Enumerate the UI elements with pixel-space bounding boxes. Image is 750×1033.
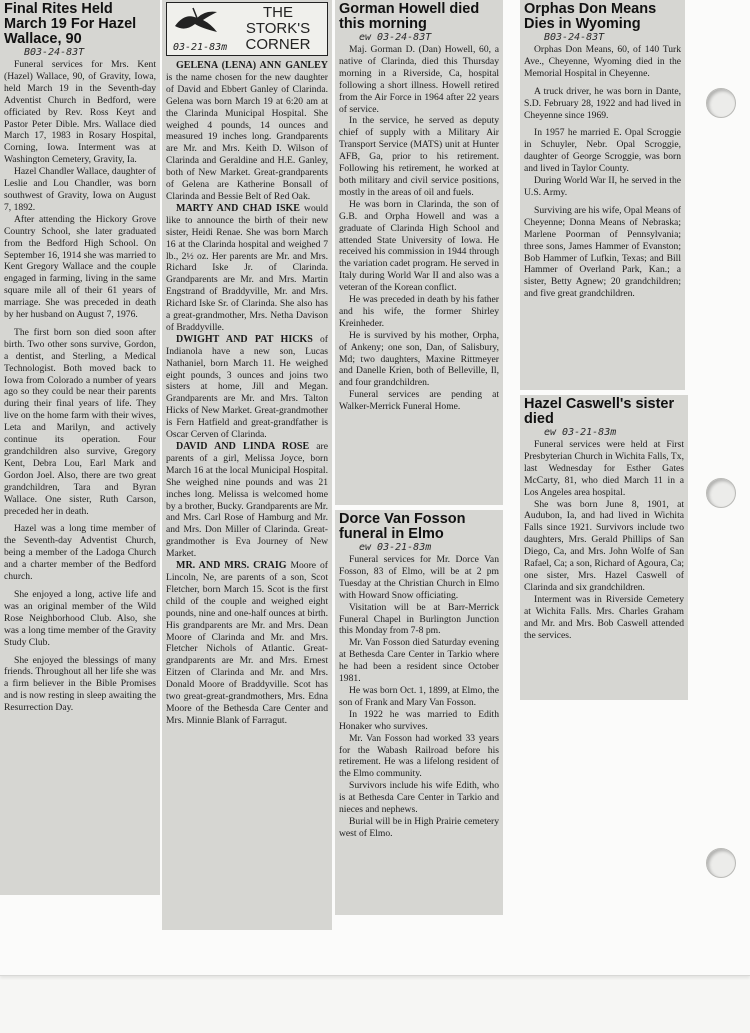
paragraph: In 1957 he married E. Opal Scroggie in Schuyler, Nebr. Opal Scroggie, daughter of George Scroggie, was born and lived in Taylor County. [524,127,681,175]
paragraph: In 1922 he was married to Edith Honaker who survives. [339,708,499,732]
headline-hazel-caswell-sister: Hazel Caswell's sister died [524,396,675,427]
binder-hole-bottom [706,848,736,878]
paragraph: The first born son died soon after birth. Two other sons survive, Gordon, a dentist, and Sterling, a Medical Technologist. Both moved back to Iowa from Colorado a number of years ago so they could be near their parents during their final years of life. They live on the home farm with their wives, Leta and Marilyn, and actively continue its operation. Four grandchildren also survive, Gregory Kent, Debra Lou, Earl Mark and Gordon Joel. Also, there are two great grandchildren, Tara and Byran Wallace. One sister, Ruth Carson, preceded her in death. [4,326,156,517]
paragraph: Visitation will be at Barr-Merrick Funeral Chapel in Burlington Junction this Monday from 7-8 pm. [339,601,499,637]
birth-entry [166,60,328,203]
clipping-dorce-van-fosson [335,510,503,915]
headline-gorman-howell: Gorman Howell died this morning [339,1,480,32]
article-body-gorman-howell [339,44,499,413]
birth-entry [166,560,328,727]
handwritten-date-note: ew 03-24-83T [359,32,432,43]
birth-entry [166,334,328,441]
birth-entry-text: would like to announce the birth of their new sister, Heidi Renae. She was born March 16 at the Clarinda hospital and weighed 7 lb., 2½ oz. Her parents are Mr. and Mrs. Richard Iske Jr. of Clarinda. Grandparents are Mr. and Mrs. Martin Engstrand of Braddyville, Mr. and Mrs. Richard Iske Sr. of Clarinda. She also has a great-grandmother, Mrs. Netha Davison of Braddyville. [166,202,328,333]
birth-entry-heading: GELENA (LENA) ANN GANLEY [176,60,328,71]
paragraph: She enjoyed the blessings of many friends. Throughout all her life she was a firm believer in the Bible Promises and is now resting in sleep awaiting the Resurrection Day. [4,654,156,714]
paragraph: Funeral services for Mrs. Kent (Hazel) Wallace, 90, of Gravity, Iowa, held March 19 in the Seventh-day Adventist Church in Bedford, were officiated by Rev. Ross Keyt and Pastor Peter Dible. Mrs. Wallace died March 17, 1983 in Rosary Hospital, Corning, Iowa. Interment was at Washington Cemetery, Gravity, Ia. [4,59,156,166]
clipping-orphas-don-means [520,0,685,390]
paragraph: During World War II, he served in the U.S. Army. [524,175,681,198]
stork-icon [171,6,221,36]
birth-entry-heading: MARTY AND CHAD ISKE [176,202,300,214]
paragraph: He was preceded in death by his father and his wife, the former Shirley Kreinheder. [339,294,499,329]
headline-dorce-van-fosson: Dorce Van Fosson funeral in Elmo [339,511,466,542]
clipping-gorman-howell [335,0,503,505]
binder-hole-top [706,88,736,118]
paragraph: Survivors include his wife Edith, who is at Bethesda Care Center in Tarkio and nieces and nephews. [339,780,499,816]
paragraph: Burial will be in High Prairie cemetery west of Elmo. [339,815,499,839]
binder-hole-middle [706,478,736,508]
paragraph: He was born in Clarinda, the son of G.B. and Orpha Howell and was a graduate of Clarinda High School and attended State University of Iowa. He received his commission in 1944 through the variation cadet program. He served in Italy during World War II and also was a veteran of the Korean conflict. [339,198,499,294]
paragraph: After attending the Hickory Grove Country School, she later graduated from the Bedford High School. On September 16, 1914 she was married to Kent Gregory Wallace and the couple engaged in farming, living in the same square mile all of their 61 years of marriage. She was preceded in death by her husband on August 7, 1976. [4,213,156,321]
paragraph: A truck driver, he was born in Dante, S.D. February 28, 1922 and had lived in Cheyenne since 1969. [524,85,681,121]
paragraph: He is survived by his mother, Orpha, of Ankeny; one son, Dan, of Salisbury, Md; two daughters, Maxine Rittmeyer and Danelle Krien, both of Belleville, Il, and four grandchildren. [339,329,499,389]
clipping-hazel-caswell-sister [520,395,688,700]
clipping-storks-corner [162,0,332,930]
paragraph: Hazel was a long time member of the Seventh-day Adventist Church, being a member of the Ladoga Church and a charter member of the Bedford church. [4,523,156,583]
paragraph: She was born June 8, 1901, at Audubon, Ia, and had lived in Wichita Falls since 1921. Survivors include two daughters, Mrs. Gerald Phillips of San Diego, Ca, and Mrs. John Wolfe of San Rafael, Ca; a son, Richard of Agoura, Ca; one sister, Mrs. Hazel Caswell of Clarinda and six grandchildren. [524,498,684,593]
paragraph: Surviving are his wife, Opal Means of Cheyenne; Donna Means of Nebraska; Marlene Poorman of Pennsylvania; three sons, James Hammer of Evanston; Bob Hammer of Lufkin, Texas; and Bill Hammer of Overland Park, Kan.; a sister, Betty Agnew; 20 grandchildren; and five great grandchildren. [524,204,681,300]
handwritten-date-note: B03-24-83T [24,47,85,58]
article-body-dorce-van-fosson [339,554,499,840]
birth-entry [166,441,328,560]
paragraph: In the service, he served as deputy chief of supply with a Military Air Transport Service (MATS) unit at Hunter AFB, Ga, prior to his retirement. Following his retirement, he worked at both military and civil service positions, mostly in the areas of oil and fuels. [339,115,499,198]
paragraph: Funeral services for Mr. Dorce Van Fosson, 83 of Elmo, will be at 2 pm Tuesday at the Christian Church in Elmo with Howard Snow officiating. [339,554,499,601]
article-body-hazel-caswell-sister [524,439,684,641]
paragraph: Maj. Gorman D. (Dan) Howell, 60, a native of Clarinda, died this Thursday morning in a Riverside, Ca, hospital following a short illness. Howell retired from the Air Force in 1964 after 22 years of service. [339,44,499,115]
headline-orphas-don-means: Orphas Don Means Dies in Wyoming [524,1,657,32]
storks-corner-title: THE STORK'S CORNER [245,4,311,53]
birth-entry-text: is the name chosen for the new daughter of David and Ebbert Ganley of Clarinda. Gelena was born March 19 at 6:20 am at the Clarinda Municipal Hospital. She weighed 4 pounds, 14 ounces and measured 19 inches long. Grandparents are Mr. and Mrs. Keith D. Wilson of Clarinda and Geraldine and H.E. Ganley, both of New Market. Great-grandparents of Gelena are Katherine Bonsall of Clarinda and Bessie Belt of Red Oak. [166,71,328,202]
article-body-orphas-don-means [524,44,681,300]
birth-entry-text: of Indianola have a new son, Lucas Nathaniel, born March 11. He weighed eight pounds, 3 ounces and joins two sisters at home, Jill and Megan. Grandparents are Mr. and Mrs. Talton Hicks of New Market. Great-grandmother is Fern Hatfield and great-grandfather is Oscar Cerven of Clarinda. [166,333,328,441]
birth-entry-heading: MR. AND MRS. CRAIG [176,560,287,572]
paragraph: Mr. Van Fosson died Saturday evening at Bethesda Care Center in Tarkio where he had been a resident since October 1981. [339,637,499,685]
handwritten-date-note: 03-21-83m [173,42,228,53]
handwritten-date-note: ew 03-21-83m [359,542,432,553]
birth-entry-heading: DWIGHT AND PAT HICKS [176,333,313,345]
paragraph: Mr. Van Fosson had worked 33 years for the Wabash Railroad before his retirement. He was a lifelong resident of the Elmo community. [339,732,499,780]
handwritten-date-note: ew 03-21-83m [544,427,617,438]
birth-entry [166,203,328,334]
paragraph: He was born Oct. 1, 1899, at Elmo, the son of Frank and Mary Van Fosson. [339,684,499,708]
paragraph: Orphas Don Means, 60, of 140 Turk Ave., Cheyenne, Wyoming died in the Memorial Hospital in Cheyenne. [524,44,681,79]
paragraph: She enjoyed a long, active life and was an original member of the Wild Rose Neighborhood Club. Also, she was a long time member of the Gravity Study Club. [4,588,156,648]
birth-entry-text: are parents of a girl, Melissa Joyce, born March 16 at the local Municipal Hospital. She weighed nine pounds and was 21 inches long. Melissa is welcomed home by a brother, Bucky. Grandparents are Mr. and Mrs. Carl Rose of Hamburg and Mr. and Mrs. Don Miller of Clarinda. Great-grandmother is Eva Journey of New Market. [166,441,328,560]
paragraph: Funeral services were held at First Presbyterian Church in Wichita Falls, Tx, last Wednesday for Esther Gates McCarty, 81, who died March 11 in a Los Angeles area hospital. [524,439,684,498]
birth-entry-text: Moore of Lincoln, Ne, are parents of a son, Scot Fletcher, born March 15. Scot is the first child of the couple and weighed eight pounds, nine and one-half ounces at birth. His grandparents are Mr. and Mrs. Dean Moore of Clarinda and Mr. and Mrs. Fletcher Nichols of Atlantic. Great-grandparents are Mr. and Mrs. Ernest Eitzen of Clarinda and Mr. and Mrs. Donald Moore of Braddyville. Scot has two great-great-grandmothers, Mrs. Edna Moore of the Bethesda Care Center and Mrs. Minnie Blank of Farragut. [166,560,328,726]
clipping-hazel-wallace [0,0,160,895]
article-body-hazel-wallace [4,59,156,714]
paragraph: Interment was in Riverside Cemetery at Wichita Falls. Mrs. Charles Graham and Mr. and Mrs. Bob Caswell attended the services. [524,593,684,641]
handwritten-date-note: B03-24-83T [544,32,605,43]
headline-hazel-wallace: Final Rites Held March 19 For Hazel Wallace, 90 [4,1,137,47]
paragraph: Funeral services are pending at Walker-Merrick Funeral Home. [339,389,499,413]
birth-entry-heading: DAVID AND LINDA ROSE [176,441,310,452]
birth-announcements [166,60,328,727]
storks-corner-logo [166,2,328,56]
paragraph: Hazel Chandler Wallace, daughter of Leslie and Lou Chandler, was born southwest of Gravity, Iowa on August 7, 1892. [4,166,156,213]
